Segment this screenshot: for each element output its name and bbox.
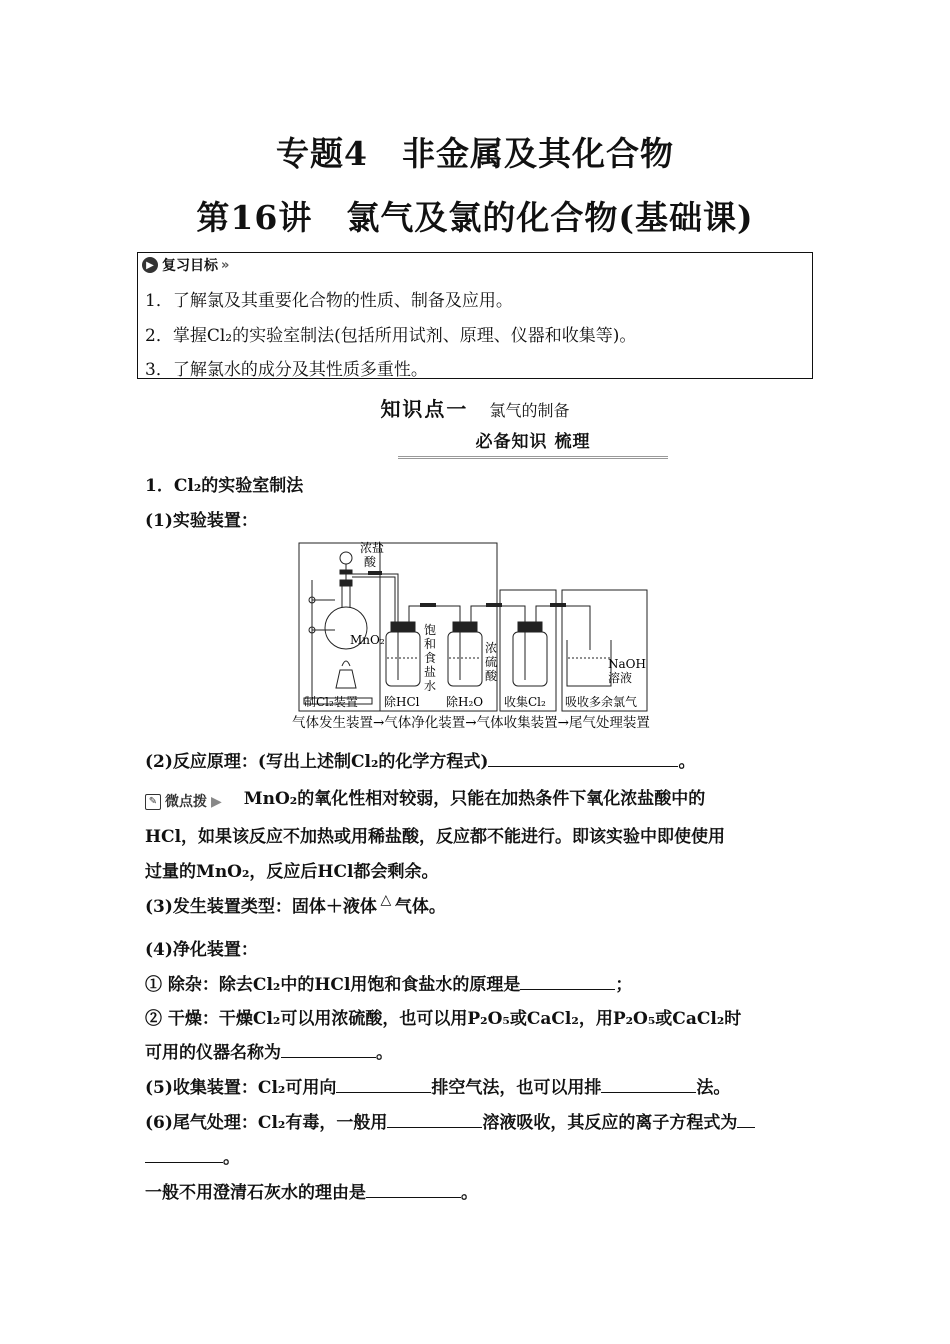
purification-item-2-cont: 可用的仪器名称为 。: [145, 1043, 393, 1063]
review-goal-3: 3．了解氯水的成分及其性质多重性。: [145, 360, 428, 380]
equation-blank[interactable]: [488, 750, 678, 767]
review-goal-2: 2．掌握Cl₂的实验室制法(包括所用试剂、原理、仪器和收集等)。: [145, 326, 637, 346]
svg-text:酸: 酸: [364, 555, 377, 569]
label-mno2: MnO₂: [350, 633, 385, 647]
apparatus-figure: [290, 540, 662, 735]
double-chevron-icon: »: [221, 257, 230, 273]
instrument-blank[interactable]: [281, 1041, 376, 1058]
svg-text:酸: 酸: [485, 669, 498, 683]
section-banner: 必备知识 梳理: [398, 428, 668, 459]
label-naoh: NaOH: [608, 657, 646, 671]
collector-box: [500, 590, 556, 711]
review-goals-heading: ▶ 复习目标 »: [142, 255, 229, 275]
liquid-method-blank[interactable]: [601, 1076, 696, 1093]
collection-method: (5)收集装置：Cl₂可用向 排空气法，也可以用排 法。: [145, 1078, 731, 1098]
svg-text:食: 食: [424, 651, 437, 665]
heading-cl2-lab-prep: 1．Cl₂的实验室制法: [145, 476, 304, 496]
apparatus-type: (3)发生装置类型：固体＋液体 △ 气体。: [145, 892, 446, 917]
principle-blank[interactable]: [520, 973, 615, 990]
absorbent-blank[interactable]: [387, 1111, 482, 1128]
box-label-remove-h2o: 除H₂O: [446, 695, 484, 709]
svg-text:水: 水: [424, 679, 437, 693]
pencil-icon: ✎: [145, 794, 161, 810]
review-goal-1: 1．了解氯及其重要化合物的性质、制备及应用。: [145, 291, 513, 311]
purification-item-2: ② 干燥：干燥Cl₂可以用浓硫酸，也可以用P₂O₅或CaCl₂，用P₂O₅或CaCl₂时: [145, 1009, 742, 1029]
lesson-title: 第16讲 氯气及氯的化合物(基础课): [196, 198, 754, 237]
box-label-collect: 收集Cl₂: [504, 695, 546, 709]
knowledge-point-topic: 氯气的制备: [489, 401, 570, 420]
svg-text:和: 和: [424, 637, 437, 651]
tail-gas-treatment-cont: 。: [145, 1143, 240, 1168]
knowledge-point-label: 知识点一: [380, 397, 469, 421]
purification-label: (4)净化装置：: [145, 940, 258, 960]
label-conc-hcl: 浓盐: [360, 541, 385, 555]
ionic-equation-blank-cont[interactable]: [145, 1146, 223, 1163]
triangle-right-icon: ▶: [211, 793, 222, 810]
box-label-absorb: 吸收多余氯气: [565, 695, 638, 709]
purification-item-1: ① 除杂：除去Cl₂中的HCl用饱和食盐水的原理是 ；: [145, 975, 633, 995]
svg-text:溶液: 溶液: [608, 671, 633, 685]
tail-gas-treatment: (6)尾气处理：Cl₂有毒，一般用 溶液吸收，其反应的离子方程式为: [145, 1108, 755, 1133]
label-sat-nacl: 饱: [424, 623, 437, 637]
svg-text:盐: 盐: [424, 665, 437, 679]
chapter-title: 专题4 非金属及其化合物: [276, 134, 674, 173]
knowledge-point-heading: [0, 393, 950, 422]
label-conc-h2so4: 浓: [485, 641, 498, 655]
reaction-principle: (2)反应原理：(写出上述制Cl₂的化学方程式) 。: [145, 752, 696, 772]
box-label-remove-hcl: 除HCl: [384, 695, 420, 709]
tip-paragraph: ✎ 微点拨 ▶ MnO₂的氧化性相对较弱，只能在加热条件下氧化浓盐酸中的 HCl，如果该反应不加热或用稀盐酸，反应都不能进行。即该实验中即使使用 过量的MnO₂，反应后HCl都会剩余。: [145, 782, 810, 890]
absorber-box: [562, 590, 647, 711]
ionic-equation-blank[interactable]: [737, 1111, 755, 1128]
heat-triangle: △: [380, 892, 392, 908]
air-method-blank[interactable]: [336, 1076, 431, 1093]
box-label-generator: 制Cl₂装置: [304, 695, 358, 709]
apparatus-label: (1)实验装置：: [145, 511, 258, 531]
svg-text:硫: 硫: [485, 655, 498, 669]
reason-blank[interactable]: [366, 1181, 461, 1198]
tip-badge: ✎ 微点拨 ▶: [145, 785, 222, 820]
play-icon: ▶: [142, 257, 158, 273]
limewater-reason: 一般不用澄清石灰水的理由是 。: [145, 1183, 478, 1203]
figure-caption: 气体发生装置→气体净化装置→气体收集装置→尾气处理装置: [292, 715, 650, 731]
